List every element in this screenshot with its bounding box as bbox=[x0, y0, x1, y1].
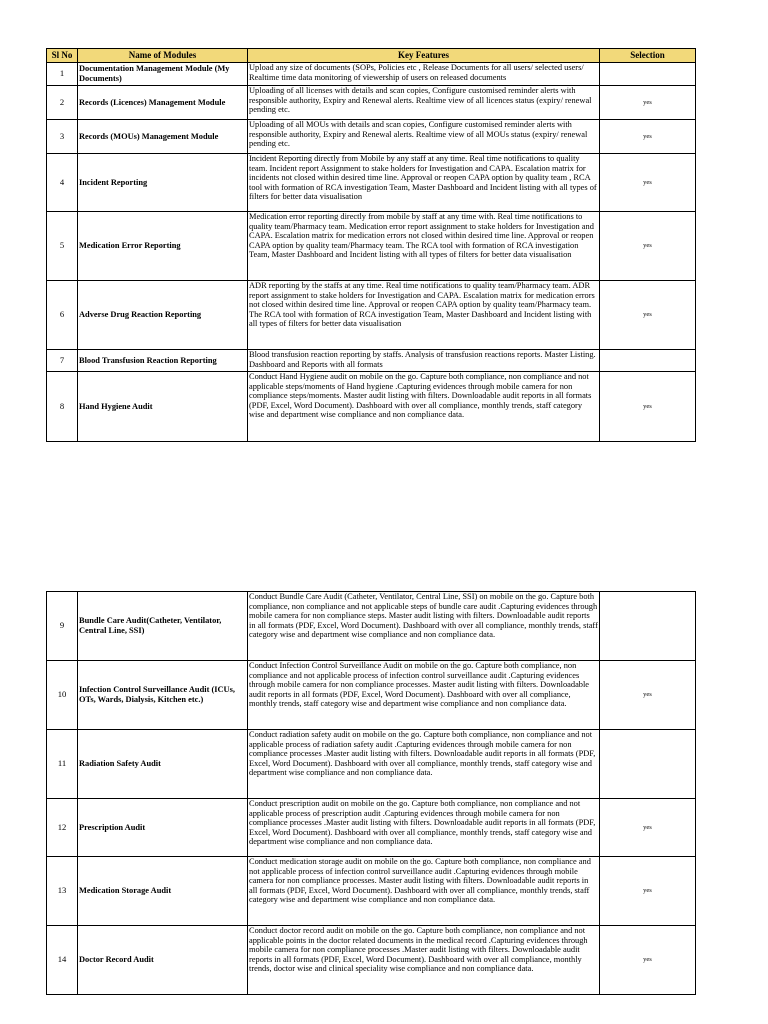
key-features-cell: Conduct Infection Control Surveillance Audit on mobile on the go. Capture both compliance, non compliance and not applicable process of infection control surveillance audit .Capturing evidences through mobile camera for non compliance processes. Master audit listing with filters. Downloadable audit reports in all formats (PDF, Excel, Word Document). Dashboard with over all compliance, monthly trends, staff category wise and department wise compliance and non compliance data. bbox=[248, 661, 600, 730]
module-name-cell: Records (Licences) Management Module bbox=[78, 86, 248, 120]
selection-cell bbox=[600, 350, 696, 372]
key-features-cell: Upload any size of documents (SOPs, Policies etc , Release Documents for all users/ selected users/ Realtime time data monitoring of viewership of users on released documents bbox=[248, 63, 600, 86]
key-features-cell: Incident Reporting directly from Mobile by any staff at any time. Real time notifications to quality team. Incident report Assignment to stake holders for Investigation and CAPA. Escalation matrix for incidents not closed within desired time line. Approval or reopen CAPA option by quality team , RCA tool with formation of RCA investigation Team, Master Dashboard and Incident listing with all types of filters for better data visualisation bbox=[248, 154, 600, 212]
module-name-cell: Documentation Management Module (My Documents) bbox=[78, 63, 248, 86]
sl-no-cell: 13 bbox=[47, 857, 78, 926]
modules-table-part-1 bbox=[46, 48, 696, 442]
table-row bbox=[47, 154, 696, 212]
module-name-cell: Hand Hygiene Audit bbox=[78, 372, 248, 442]
sl-no-cell: 5 bbox=[47, 212, 78, 281]
selection-cell: yes bbox=[600, 212, 696, 281]
sl-no-cell: 2 bbox=[47, 86, 78, 120]
selection-cell bbox=[600, 730, 696, 799]
table-header-row bbox=[47, 49, 696, 63]
selection-cell: yes bbox=[600, 154, 696, 212]
key-features-cell: Conduct doctor record audit on mobile on the go. Capture both compliance, non compliance and not applicable points in the doctor related documents in the medical record .Capturing evidences through mobile camera for non compliance processes .Master audit listing with filters. Downloadable audit reports in all formats (PDF, Excel, Word Document). Dashboard with over all compliance, monthly trends, doctor wise and clinical speciality wise compliance and non compliance data. bbox=[248, 926, 600, 995]
table-row bbox=[47, 281, 696, 350]
selection-cell bbox=[600, 592, 696, 661]
module-name-cell: Bundle Care Audit(Catheter, Ventilator, Central Line, SSI) bbox=[78, 592, 248, 661]
header-sl-no: Sl No bbox=[47, 49, 78, 63]
header-key-features: Key Features bbox=[248, 49, 600, 63]
sl-no-cell: 10 bbox=[47, 661, 78, 730]
sl-no-cell: 8 bbox=[47, 372, 78, 442]
selection-cell: yes bbox=[600, 372, 696, 442]
module-name-cell: Medication Error Reporting bbox=[78, 212, 248, 281]
sl-no-cell: 7 bbox=[47, 350, 78, 372]
module-name-cell: Adverse Drug Reaction Reporting bbox=[78, 281, 248, 350]
selection-cell: yes bbox=[600, 857, 696, 926]
key-features-cell: Blood transfusion reaction reporting by staffs. Analysis of transfusion reactions reports. Master Listing. Dashboard and Reports with all formats bbox=[248, 350, 600, 372]
module-name-cell: Medication Storage Audit bbox=[78, 857, 248, 926]
table-row bbox=[47, 857, 696, 926]
sl-no-cell: 3 bbox=[47, 120, 78, 154]
key-features-cell: Uploading of all MOUs with details and scan copies, Configure customised reminder alerts with responsible authority, Expiry and Renewal alerts. Realtime view of all MOUs status (expiry/ renewal pending etc. bbox=[248, 120, 600, 154]
selection-cell: yes bbox=[600, 799, 696, 857]
table-row bbox=[47, 350, 696, 372]
key-features-cell: Conduct radiation safety audit on mobile on the go. Capture both compliance, non compliance and not applicable process of radiation safety audit .Capturing evidences through mobile camera for non compliance processes .Master audit listing with filters. Downloadable audit reports in all formats (PDF, Excel, Word Document). Dashboard with over all compliance, monthly trends, staff category wise and department wise compliance and non compliance data. bbox=[248, 730, 600, 799]
sl-no-cell: 14 bbox=[47, 926, 78, 995]
sl-no-cell: 6 bbox=[47, 281, 78, 350]
table-row bbox=[47, 212, 696, 281]
table-row bbox=[47, 86, 696, 120]
header-name-of-modules: Name of Modules bbox=[78, 49, 248, 63]
table-row bbox=[47, 63, 696, 86]
module-name-cell: Prescription Audit bbox=[78, 799, 248, 857]
selection-cell: yes bbox=[600, 661, 696, 730]
sl-no-cell: 11 bbox=[47, 730, 78, 799]
table-row bbox=[47, 372, 696, 442]
table-row bbox=[47, 926, 696, 995]
selection-cell: yes bbox=[600, 926, 696, 995]
key-features-cell: Conduct medication storage audit on mobile on the go. Capture both compliance, non compliance and not applicable process of infection control surveillance audit .Capturing evidences through mobile camera for non compliance processes. Master audit listing with filters. Downloadable audit reports in all formats (PDF, Excel, Word Document). Dashboard with over all compliance, monthly trends, staff category wise and department wise compliance and non compliance data. bbox=[248, 857, 600, 926]
table-row bbox=[47, 730, 696, 799]
module-name-cell: Incident Reporting bbox=[78, 154, 248, 212]
key-features-cell: Conduct Bundle Care Audit (Catheter, Ventilator, Central Line, SSI) on mobile on the go. Capture both compliance, non compliance and not applicable steps of bundle care audit .Capturing evidences through mobile camera for non compliance steps. Master audit listing with filters. Downloadable audit reports in all formats (PDF, Excel, Word Document). Dashboard with over all compliance, monthly trends, staff category wise and department wise compliance and non compliance data. bbox=[248, 592, 600, 661]
header-selection: Selection bbox=[600, 49, 696, 63]
selection-cell: yes bbox=[600, 120, 696, 154]
selection-cell: yes bbox=[600, 86, 696, 120]
key-features-cell: ADR reporting by the staffs at any time. Real time notifications to quality team/Pharmacy team. ADR report assignment to stake holders for Investigation and CAPA. Escalation matrix for medication errors not closed within desired time line. Approval or reopen CAPA option by quality team/Pharmacy team. The RCA tool with formation of RCA investigation Team, Master Dashboard and Incident listing with all types of filters for better data visualisation bbox=[248, 281, 600, 350]
module-name-cell: Infection Control Surveillance Audit (ICUs, OTs, Wards, Dialysis, Kitchen etc.) bbox=[78, 661, 248, 730]
sl-no-cell: 9 bbox=[47, 592, 78, 661]
module-name-cell: Blood Transfusion Reaction Reporting bbox=[78, 350, 248, 372]
selection-cell bbox=[600, 63, 696, 86]
module-name-cell: Doctor Record Audit bbox=[78, 926, 248, 995]
module-name-cell: Radiation Safety Audit bbox=[78, 730, 248, 799]
sl-no-cell: 4 bbox=[47, 154, 78, 212]
table-row bbox=[47, 592, 696, 661]
selection-cell: yes bbox=[600, 281, 696, 350]
sl-no-cell: 1 bbox=[47, 63, 78, 86]
key-features-cell: Uploading of all licenses with details and scan copies, Configure customised reminder alerts with responsible authority, Expiry and Renewal alerts. Realtime view of all licences status (expiry/ renewal pending etc. bbox=[248, 86, 600, 120]
key-features-cell: Conduct prescription audit on mobile on the go. Capture both compliance, non compliance and not applicable process of prescription audit .Capturing evidences through mobile camera for non compliance processes .Master audit listing with filters. Downloadable audit reports in all formats (PDF, Excel, Word Document). Dashboard with over all compliance, monthly trends, staff category wise and department wise compliance and non compliance data. bbox=[248, 799, 600, 857]
table-row bbox=[47, 661, 696, 730]
module-name-cell: Records (MOUs) Management Module bbox=[78, 120, 248, 154]
sl-no-cell: 12 bbox=[47, 799, 78, 857]
key-features-cell: Conduct Hand Hygiene audit on mobile on the go. Capture both compliance, non compliance and not applicable steps/moments of Hand hygiene .Capturing evidences through mobile camera for non compliance steps/moments. Master audit listing with filters. Downloadable audit reports in all formats (PDF, Excel, Word Document). Dashboard with over all compliance, monthly trends, staff category wise and department wise compliance and non compliance data. bbox=[248, 372, 600, 442]
modules-table-part-2 bbox=[46, 591, 696, 995]
key-features-cell: Medication error reporting directly from mobile by staff at any time with. Real time notifications to quality team/Pharmacy team. Medication error report assignment to stake holders for Investigation and CAPA. Escalation matrix for medication errors not closed within desired time line. Approval or reopen CAPA option by quality team/Pharmacy team. The RCA tool with formation of RCA investigation Team, Master Dashboard and Incident listing with all types of filters for better data visualisation bbox=[248, 212, 600, 281]
table-row bbox=[47, 799, 696, 857]
table-row bbox=[47, 120, 696, 154]
